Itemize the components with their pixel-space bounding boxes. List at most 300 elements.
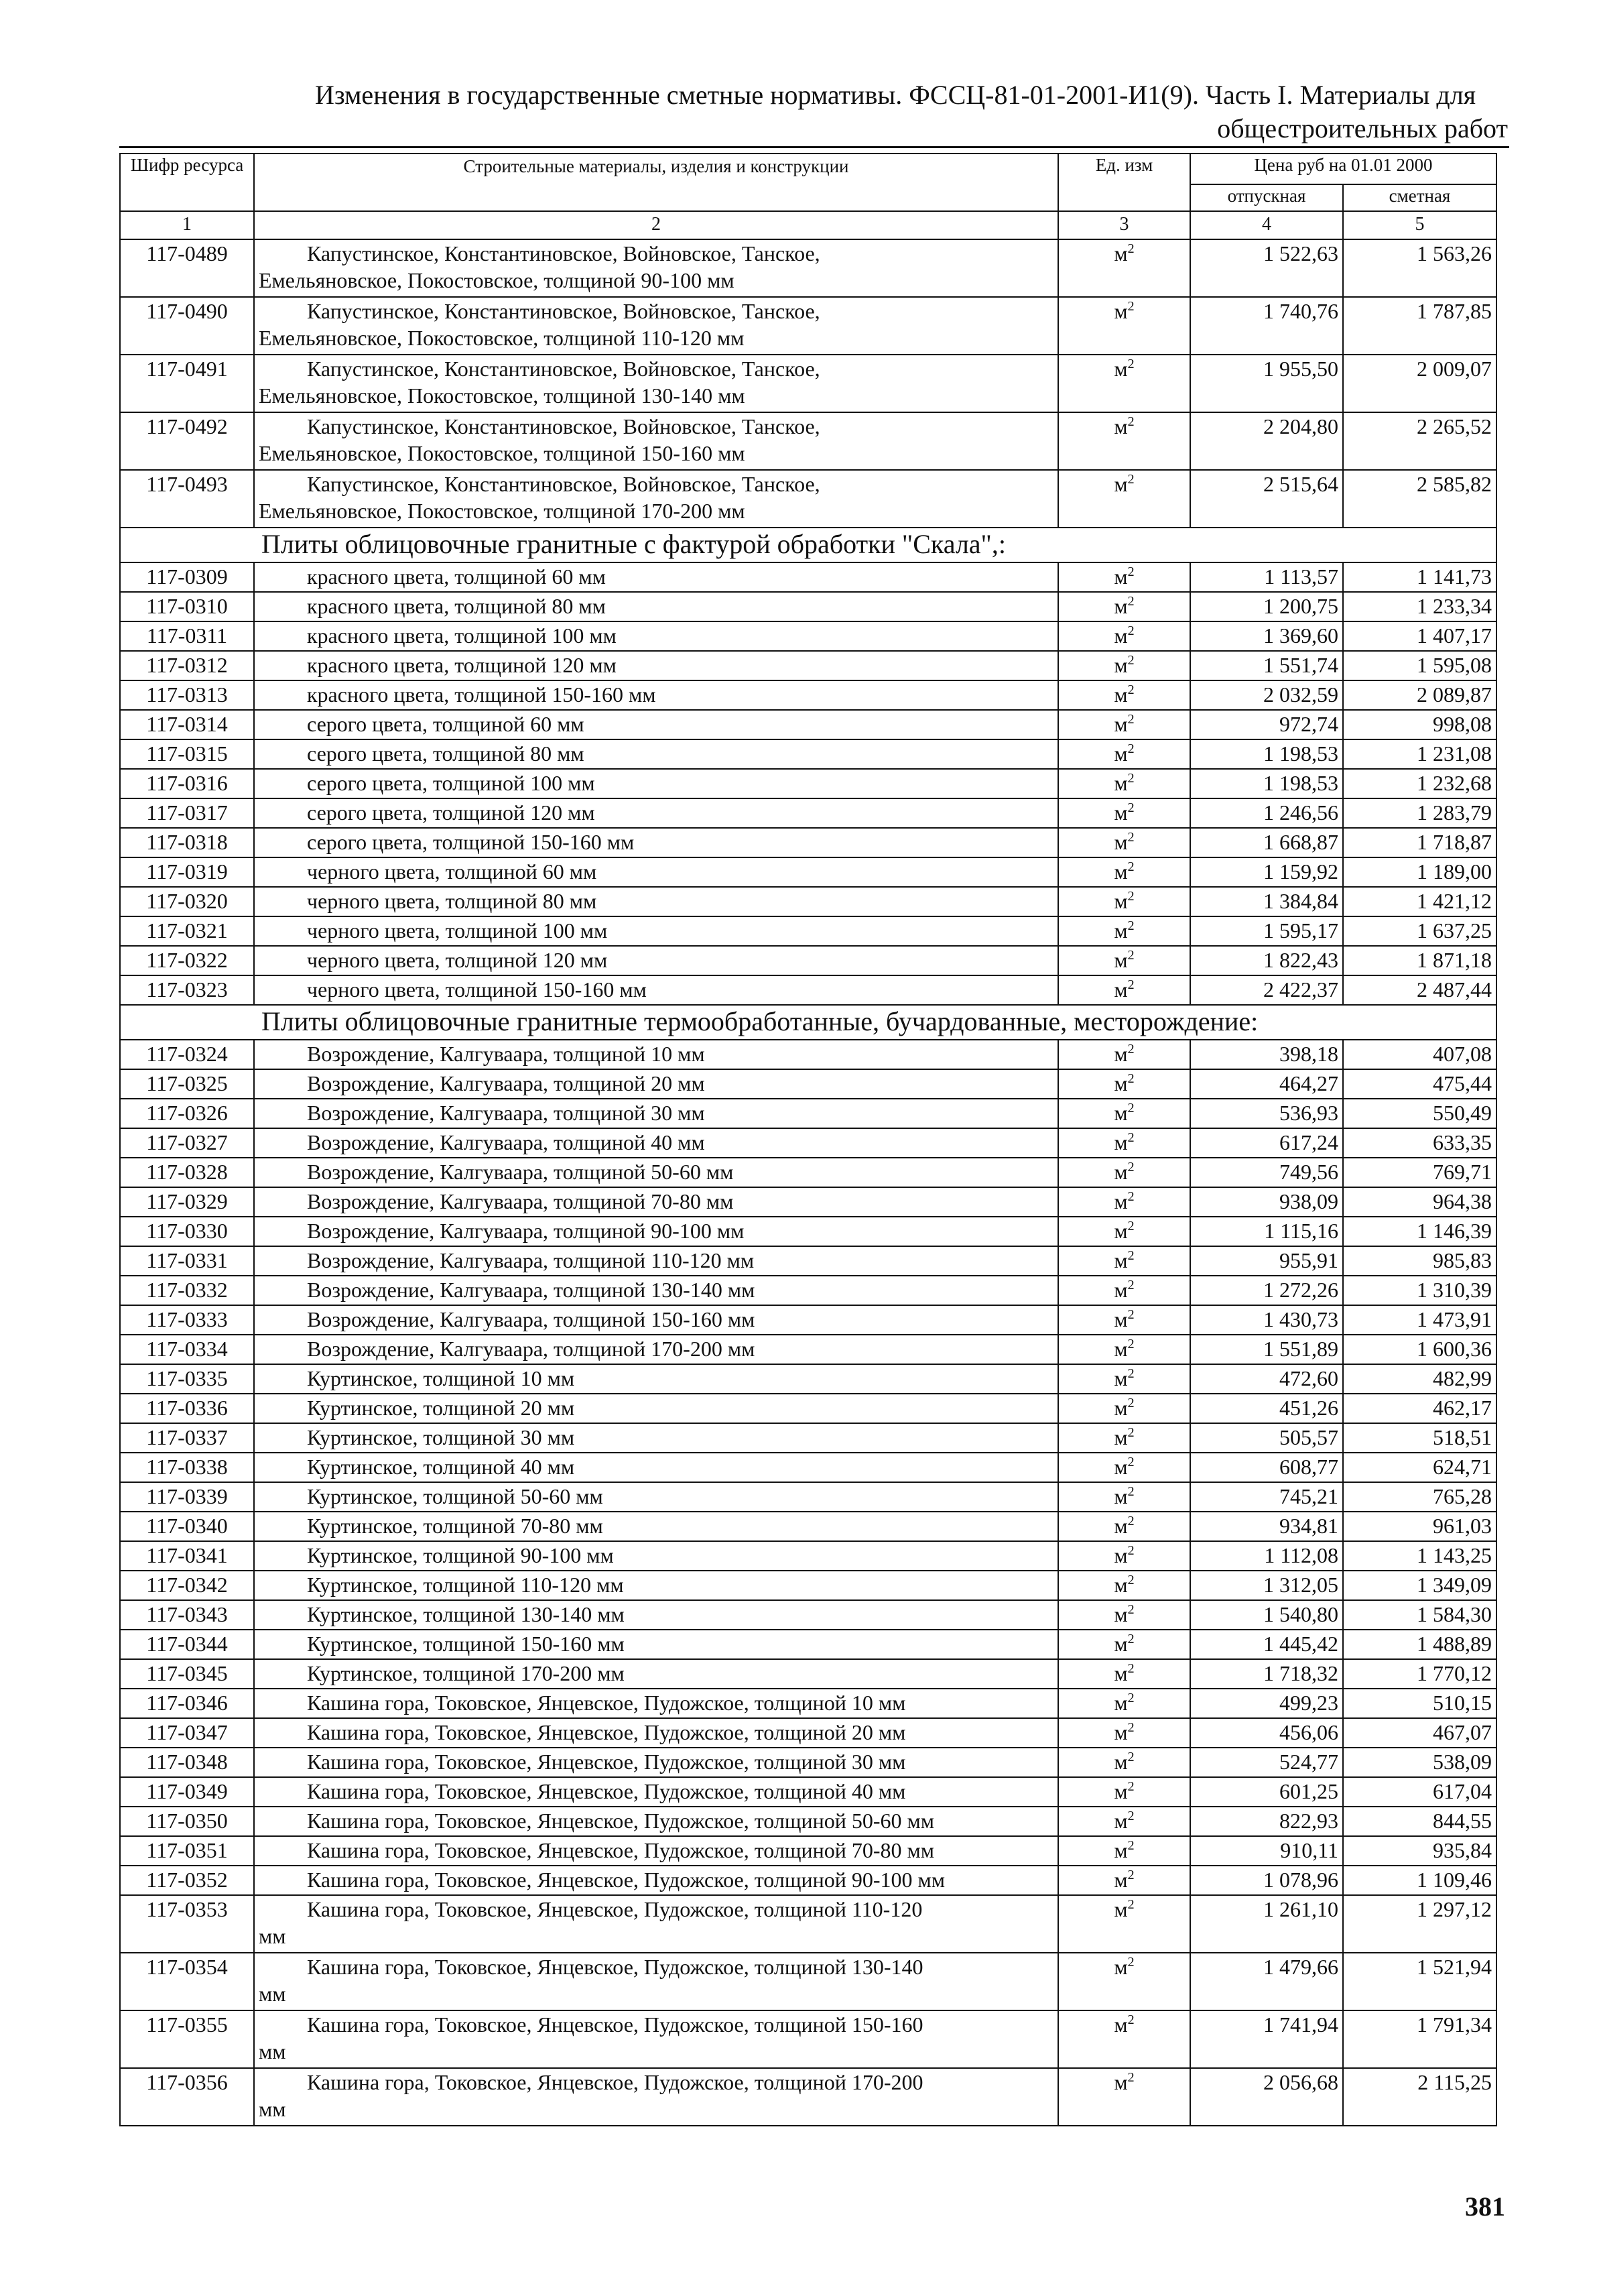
estimate-price: 1 146,39	[1343, 1217, 1496, 1246]
unit-superscript: 2	[1127, 977, 1135, 992]
material-description	[254, 828, 1058, 857]
table-row	[120, 239, 1496, 297]
resource-code: 117-0319	[120, 857, 254, 887]
material-description-line1: Возрождение, Калгуваара, толщиной 50-60 мм	[307, 1160, 734, 1184]
table-row	[120, 1276, 1496, 1305]
resource-code: 117-0326	[120, 1099, 254, 1128]
resource-code: 117-0355	[120, 2010, 254, 2068]
unit-superscript: 2	[1127, 682, 1135, 697]
release-price: 1 261,10	[1190, 1895, 1343, 1953]
table-row	[120, 1895, 1496, 1953]
unit-of-measure	[1058, 1099, 1190, 1128]
document-header-line1: Изменения в государственные сметные нормативы. ФССЦ-81-01-2001-И1(9). Часть I. Материалы для	[315, 80, 1476, 110]
unit-label: м	[1114, 1543, 1128, 1567]
material-description-line1: Возрождение, Калгуваара, толщиной 40 мм	[307, 1130, 705, 1154]
unit-superscript: 2	[1127, 1189, 1135, 1204]
resource-code: 117-0328	[120, 1158, 254, 1187]
unit-label: м	[1114, 830, 1128, 854]
resource-code: 117-0335	[120, 1364, 254, 1394]
table-row	[120, 1364, 1496, 1394]
material-description-line1: черного цвета, толщиной 120 мм	[307, 948, 608, 972]
unit-label: м	[1114, 1897, 1128, 1921]
estimate-price: 538,09	[1343, 1748, 1496, 1777]
estimate-price: 2 265,52	[1343, 412, 1496, 470]
unit-superscript: 2	[1127, 800, 1135, 815]
material-description-line1: Капустинское, Константиновское, Войновское, Танское,	[307, 241, 820, 265]
release-price: 608,77	[1190, 1453, 1343, 1482]
material-description	[254, 1305, 1058, 1335]
unit-superscript: 2	[1127, 771, 1135, 786]
material-description-line1: Куртинское, толщиной 50-60 мм	[307, 1484, 603, 1508]
unit-superscript: 2	[1127, 1396, 1135, 1410]
estimate-price: 1 473,91	[1343, 1305, 1496, 1335]
material-description	[254, 1069, 1058, 1099]
table-row	[120, 916, 1496, 946]
unit-of-measure	[1058, 857, 1190, 887]
material-description	[254, 1600, 1058, 1630]
unit-of-measure	[1058, 562, 1190, 592]
material-description-line2: Емельяновское, Покостовское, толщиной 130-140 мм	[259, 383, 745, 408]
material-description	[254, 1571, 1058, 1600]
material-description	[254, 975, 1058, 1005]
resource-code: 117-0320	[120, 887, 254, 916]
table-row	[120, 1807, 1496, 1836]
estimate-price: 2 009,07	[1343, 355, 1496, 412]
table-row	[120, 470, 1496, 528]
release-price: 2 204,80	[1190, 412, 1343, 470]
table-row	[120, 975, 1496, 1005]
material-description-line1: Куртинское, толщиной 40 мм	[307, 1455, 575, 1479]
release-price: 499,23	[1190, 1689, 1343, 1718]
material-description	[254, 1246, 1058, 1276]
release-price: 451,26	[1190, 1394, 1343, 1423]
resource-code: 117-0356	[120, 2068, 254, 2126]
unit-label: м	[1114, 741, 1128, 766]
material-description-line2: мм	[259, 2097, 286, 2121]
unit-label: м	[1114, 1602, 1128, 1626]
release-price: 464,27	[1190, 1069, 1343, 1099]
material-description-line1: Куртинское, толщиной 130-140 мм	[307, 1602, 625, 1626]
table-row	[120, 1040, 1496, 1069]
document-header-line2: общестроительных работ	[1217, 113, 1508, 143]
resource-code: 117-0351	[120, 1836, 254, 1866]
table-row	[120, 1866, 1496, 1895]
resource-code: 117-0340	[120, 1512, 254, 1541]
estimate-price: 1 143,25	[1343, 1541, 1496, 1571]
material-description-line1: Возрождение, Калгуваара, толщиной 30 мм	[307, 1101, 705, 1125]
resource-code: 117-0316	[120, 769, 254, 798]
release-price: 1 159,92	[1190, 857, 1343, 887]
unit-superscript: 2	[1127, 1160, 1135, 1174]
table-row	[120, 798, 1496, 828]
unit-label: м	[1114, 800, 1128, 825]
release-price: 955,91	[1190, 1246, 1343, 1276]
unit-label: м	[1114, 472, 1128, 496]
resource-code: 117-0493	[120, 470, 254, 528]
section-heading: Плиты облицовочные гранитные с фактурой обработки "Скала",:	[120, 528, 1496, 562]
unit-superscript: 2	[1127, 1484, 1135, 1499]
resource-code: 117-0337	[120, 1423, 254, 1453]
resource-code: 117-0339	[120, 1482, 254, 1512]
unit-of-measure	[1058, 1512, 1190, 1541]
material-description	[254, 1953, 1058, 2010]
release-price: 749,56	[1190, 1158, 1343, 1187]
unit-superscript: 2	[1127, 1838, 1135, 1853]
unit-superscript: 2	[1127, 948, 1135, 963]
unit-label: м	[1114, 1868, 1128, 1892]
table-row	[120, 1217, 1496, 1246]
material-description	[254, 1512, 1058, 1541]
release-price: 1 540,80	[1190, 1600, 1343, 1630]
table-row	[120, 1571, 1496, 1600]
material-description	[254, 1836, 1058, 1866]
estimate-price: 1 521,94	[1343, 1953, 1496, 2010]
material-description-line1: Капустинское, Константиновское, Войновское, Танское,	[307, 472, 820, 496]
resource-code: 117-0321	[120, 916, 254, 946]
unit-of-measure	[1058, 1305, 1190, 1335]
unit-superscript: 2	[1127, 1868, 1135, 1882]
release-price: 1 430,73	[1190, 1305, 1343, 1335]
unit-label: м	[1114, 1514, 1128, 1538]
unit-of-measure	[1058, 470, 1190, 528]
unit-label: м	[1114, 1838, 1128, 1862]
resource-code: 117-0313	[120, 680, 254, 710]
estimate-price: 1 141,73	[1343, 562, 1496, 592]
material-description	[254, 1482, 1058, 1512]
resource-code: 117-0489	[120, 239, 254, 297]
resource-code: 117-0314	[120, 710, 254, 739]
unit-label: м	[1114, 653, 1128, 677]
estimate-price: 1 563,26	[1343, 239, 1496, 297]
unit-label: м	[1114, 1130, 1128, 1154]
unit-of-measure	[1058, 680, 1190, 710]
estimate-price: 1 297,12	[1343, 1895, 1496, 1953]
unit-of-measure	[1058, 1630, 1190, 1659]
table-row	[120, 412, 1496, 470]
estimate-price: 844,55	[1343, 1807, 1496, 1836]
material-description-line1: Возрождение, Калгуваара, толщиной 110-120 мм	[307, 1248, 755, 1272]
table-row	[120, 1748, 1496, 1777]
estimate-price: 518,51	[1343, 1423, 1496, 1453]
estimate-price: 1 595,08	[1343, 651, 1496, 680]
release-price: 1 272,26	[1190, 1276, 1343, 1305]
estimate-price: 1 600,36	[1343, 1335, 1496, 1364]
unit-of-measure	[1058, 239, 1190, 297]
unit-of-measure	[1058, 1217, 1190, 1246]
release-price: 1 822,43	[1190, 946, 1343, 975]
estimate-price: 2 089,87	[1343, 680, 1496, 710]
material-description-line1: Капустинское, Константиновское, Войновское, Танское,	[307, 299, 820, 323]
material-description	[254, 1689, 1058, 1718]
column-number: 3	[1058, 211, 1190, 239]
unit-superscript: 2	[1127, 623, 1135, 638]
unit-of-measure	[1058, 739, 1190, 769]
resource-code: 117-0348	[120, 1748, 254, 1777]
unit-superscript: 2	[1127, 1101, 1135, 1115]
material-description-line1: Кашина гора, Токовское, Янцевское, Пудожское, толщиной 40 мм	[307, 1779, 906, 1803]
resource-code: 117-0329	[120, 1187, 254, 1217]
resource-code: 117-0315	[120, 739, 254, 769]
table-row	[120, 1246, 1496, 1276]
unit-of-measure	[1058, 355, 1190, 412]
unit-label: м	[1114, 1809, 1128, 1833]
release-price: 822,93	[1190, 1807, 1343, 1836]
unit-of-measure	[1058, 1246, 1190, 1276]
release-price: 1 113,57	[1190, 562, 1343, 592]
estimate-price: 550,49	[1343, 1099, 1496, 1128]
unit-superscript: 2	[1127, 859, 1135, 874]
unit-label: м	[1114, 594, 1128, 618]
unit-label: м	[1114, 1366, 1128, 1390]
unit-superscript: 2	[1127, 1779, 1135, 1794]
material-description-line1: Куртинское, толщиной 30 мм	[307, 1425, 575, 1449]
release-price: 1 479,66	[1190, 1953, 1343, 2010]
release-price: 934,81	[1190, 1512, 1343, 1541]
resource-code: 117-0323	[120, 975, 254, 1005]
unit-label: м	[1114, 1278, 1128, 1302]
material-description	[254, 1423, 1058, 1453]
material-description	[254, 1158, 1058, 1187]
unit-of-measure	[1058, 1423, 1190, 1453]
resource-code: 117-0311	[120, 621, 254, 651]
release-price: 1 741,94	[1190, 2010, 1343, 2068]
material-description	[254, 1748, 1058, 1777]
material-description	[254, 710, 1058, 739]
material-description-line2: Емельяновское, Покостовское, толщиной 110-120 мм	[259, 326, 745, 350]
material-description	[254, 2068, 1058, 2126]
table-row	[120, 710, 1496, 739]
estimate-price: 467,07	[1343, 1718, 1496, 1748]
unit-of-measure	[1058, 916, 1190, 946]
material-description	[254, 1895, 1058, 1953]
table-row	[120, 1099, 1496, 1128]
resource-code: 117-0338	[120, 1453, 254, 1482]
resource-code: 117-0342	[120, 1571, 254, 1600]
column-header-release-price: отпускная	[1190, 184, 1343, 211]
table-row	[120, 1128, 1496, 1158]
unit-superscript: 2	[1127, 472, 1135, 487]
material-description-line1: серого цвета, толщиной 100 мм	[307, 771, 595, 795]
release-price: 1 551,89	[1190, 1335, 1343, 1364]
material-description	[254, 1364, 1058, 1394]
unit-superscript: 2	[1127, 1219, 1135, 1233]
resource-code: 117-0353	[120, 1895, 254, 1953]
unit-label: м	[1114, 918, 1128, 943]
release-price: 1 522,63	[1190, 239, 1343, 297]
material-description-line1: черного цвета, толщиной 60 мм	[307, 859, 597, 884]
material-description	[254, 798, 1058, 828]
material-description	[254, 857, 1058, 887]
unit-superscript: 2	[1127, 653, 1135, 668]
unit-of-measure	[1058, 1482, 1190, 1512]
unit-superscript: 2	[1127, 1278, 1135, 1292]
unit-of-measure	[1058, 1187, 1190, 1217]
page-number: 381	[1465, 2191, 1505, 2222]
unit-superscript: 2	[1127, 1632, 1135, 1646]
estimate-price: 1 421,12	[1343, 887, 1496, 916]
unit-superscript: 2	[1127, 1425, 1135, 1440]
estimate-price: 1 310,39	[1343, 1276, 1496, 1305]
material-description-line1: Кашина гора, Токовское, Янцевское, Пудожское, толщиной 150-160	[307, 2012, 923, 2037]
material-description-line1: Капустинское, Константиновское, Войновское, Танское,	[307, 414, 820, 438]
unit-superscript: 2	[1127, 1455, 1135, 1469]
estimate-price: 935,84	[1343, 1836, 1496, 1866]
resource-code: 117-0312	[120, 651, 254, 680]
column-header-price: Цена руб на 01.01 2000	[1190, 154, 1496, 184]
unit-superscript: 2	[1127, 1661, 1135, 1676]
material-description-line1: серого цвета, толщиной 60 мм	[307, 712, 584, 736]
resource-code: 117-0310	[120, 592, 254, 621]
estimate-price: 1 718,87	[1343, 828, 1496, 857]
estimate-price: 1 233,34	[1343, 592, 1496, 621]
material-description-line1: Возрождение, Калгуваара, толщиной 150-160 мм	[307, 1307, 755, 1331]
unit-label: м	[1114, 948, 1128, 972]
estimate-price: 510,15	[1343, 1689, 1496, 1718]
table-row	[120, 1600, 1496, 1630]
table-row	[120, 1659, 1496, 1689]
unit-label: м	[1114, 414, 1128, 438]
table-row	[120, 1541, 1496, 1571]
unit-label: м	[1114, 2012, 1128, 2037]
column-header-code: Шифр ресурса	[120, 154, 254, 211]
release-price: 1 200,75	[1190, 592, 1343, 621]
release-price: 910,11	[1190, 1836, 1343, 1866]
unit-of-measure	[1058, 2068, 1190, 2126]
estimate-price: 1 349,09	[1343, 1571, 1496, 1600]
unit-superscript: 2	[1127, 1337, 1135, 1351]
resource-code: 117-0343	[120, 1600, 254, 1630]
unit-label: м	[1114, 1632, 1128, 1656]
material-description-line1: Кашина гора, Токовское, Янцевское, Пудожское, толщиной 110-120	[307, 1897, 923, 1921]
release-price: 505,57	[1190, 1423, 1343, 1453]
release-price: 938,09	[1190, 1187, 1343, 1217]
unit-of-measure	[1058, 946, 1190, 975]
table-body	[120, 239, 1496, 2126]
release-price: 1 668,87	[1190, 828, 1343, 857]
unit-of-measure	[1058, 1953, 1190, 2010]
unit-superscript: 2	[1127, 357, 1135, 371]
release-price: 2 515,64	[1190, 470, 1343, 528]
materials-price-table	[119, 153, 1497, 2126]
material-description-line1: Возрождение, Калгуваара, толщиной 170-200 мм	[307, 1337, 755, 1361]
material-description-line2: мм	[259, 2039, 286, 2063]
table-row	[120, 2010, 1496, 2068]
table-row	[120, 1069, 1496, 1099]
resource-code: 117-0345	[120, 1659, 254, 1689]
unit-of-measure	[1058, 1777, 1190, 1807]
material-description	[254, 1040, 1058, 1069]
material-description-line1: Кашина гора, Токовское, Янцевское, Пудожское, толщиной 20 мм	[307, 1720, 906, 1744]
release-price: 1 115,16	[1190, 1217, 1343, 1246]
unit-of-measure	[1058, 1364, 1190, 1394]
material-description	[254, 562, 1058, 592]
resource-code: 117-0354	[120, 1953, 254, 2010]
unit-superscript: 2	[1127, 1130, 1135, 1145]
unit-label: м	[1114, 1396, 1128, 1420]
table-row	[120, 887, 1496, 916]
unit-label: м	[1114, 1071, 1128, 1095]
unit-superscript: 2	[1127, 1720, 1135, 1735]
section-heading: Плиты облицовочные гранитные термообработанные, бучардованные, месторождение:	[120, 1005, 1496, 1040]
material-description	[254, 297, 1058, 355]
unit-superscript: 2	[1127, 830, 1135, 845]
unit-superscript: 2	[1127, 1897, 1135, 1912]
unit-superscript: 2	[1127, 1071, 1135, 1086]
release-price: 1 369,60	[1190, 621, 1343, 651]
unit-label: м	[1114, 1337, 1128, 1361]
release-price: 1 246,56	[1190, 798, 1343, 828]
estimate-price: 1 488,89	[1343, 1630, 1496, 1659]
material-description-line1: красного цвета, толщиной 150-160 мм	[307, 682, 656, 707]
table-row	[120, 1335, 1496, 1364]
unit-label: м	[1114, 623, 1128, 648]
resource-code: 117-0331	[120, 1246, 254, 1276]
resource-code: 117-0336	[120, 1394, 254, 1423]
material-description-line2: мм	[259, 1982, 286, 2006]
material-description-line1: черного цвета, толщиной 150-160 мм	[307, 977, 647, 1002]
unit-superscript: 2	[1127, 918, 1135, 933]
unit-of-measure	[1058, 621, 1190, 651]
unit-of-measure	[1058, 1836, 1190, 1866]
table-row	[120, 355, 1496, 412]
resource-code: 117-0492	[120, 412, 254, 470]
release-price: 1 198,53	[1190, 769, 1343, 798]
table-row	[120, 769, 1496, 798]
material-description-line1: красного цвета, толщиной 80 мм	[307, 594, 606, 618]
unit-label: м	[1114, 1248, 1128, 1272]
unit-superscript: 2	[1127, 1602, 1135, 1617]
estimate-price: 1 787,85	[1343, 297, 1496, 355]
unit-superscript: 2	[1127, 1307, 1135, 1322]
resource-code: 117-0325	[120, 1069, 254, 1099]
resource-code: 117-0347	[120, 1718, 254, 1748]
unit-of-measure	[1058, 297, 1190, 355]
release-price: 524,77	[1190, 1748, 1343, 1777]
unit-of-measure	[1058, 975, 1190, 1005]
unit-of-measure	[1058, 1748, 1190, 1777]
resource-code: 117-0322	[120, 946, 254, 975]
material-description	[254, 887, 1058, 916]
estimate-price: 1 871,18	[1343, 946, 1496, 975]
unit-of-measure	[1058, 1689, 1190, 1718]
unit-label: м	[1114, 2070, 1128, 2094]
unit-of-measure	[1058, 592, 1190, 621]
material-description	[254, 1276, 1058, 1305]
unit-superscript: 2	[1127, 712, 1135, 727]
table-row	[120, 1689, 1496, 1718]
material-description	[254, 1335, 1058, 1364]
table-row	[120, 680, 1496, 710]
resource-code: 117-0352	[120, 1866, 254, 1895]
material-description-line1: красного цвета, толщиной 100 мм	[307, 623, 617, 648]
unit-superscript: 2	[1127, 1366, 1135, 1381]
material-description-line1: Куртинское, толщиной 150-160 мм	[307, 1632, 625, 1656]
material-description-line1: серого цвета, толщиной 80 мм	[307, 741, 584, 766]
unit-label: м	[1114, 1307, 1128, 1331]
release-price: 1 078,96	[1190, 1866, 1343, 1895]
material-description-line1: Кашина гора, Токовское, Янцевское, Пудожское, толщиной 170-200	[307, 2070, 923, 2094]
column-number: 1	[120, 211, 254, 239]
table-row	[120, 857, 1496, 887]
unit-of-measure	[1058, 1394, 1190, 1423]
material-description-line1: Кашина гора, Токовское, Янцевское, Пудожское, толщиной 70-80 мм	[307, 1838, 934, 1862]
material-description-line1: черного цвета, толщиной 100 мм	[307, 918, 608, 943]
unit-of-measure	[1058, 412, 1190, 470]
material-description	[254, 2010, 1058, 2068]
unit-label: м	[1114, 1691, 1128, 1715]
table-row	[120, 621, 1496, 651]
unit-of-measure	[1058, 1453, 1190, 1482]
